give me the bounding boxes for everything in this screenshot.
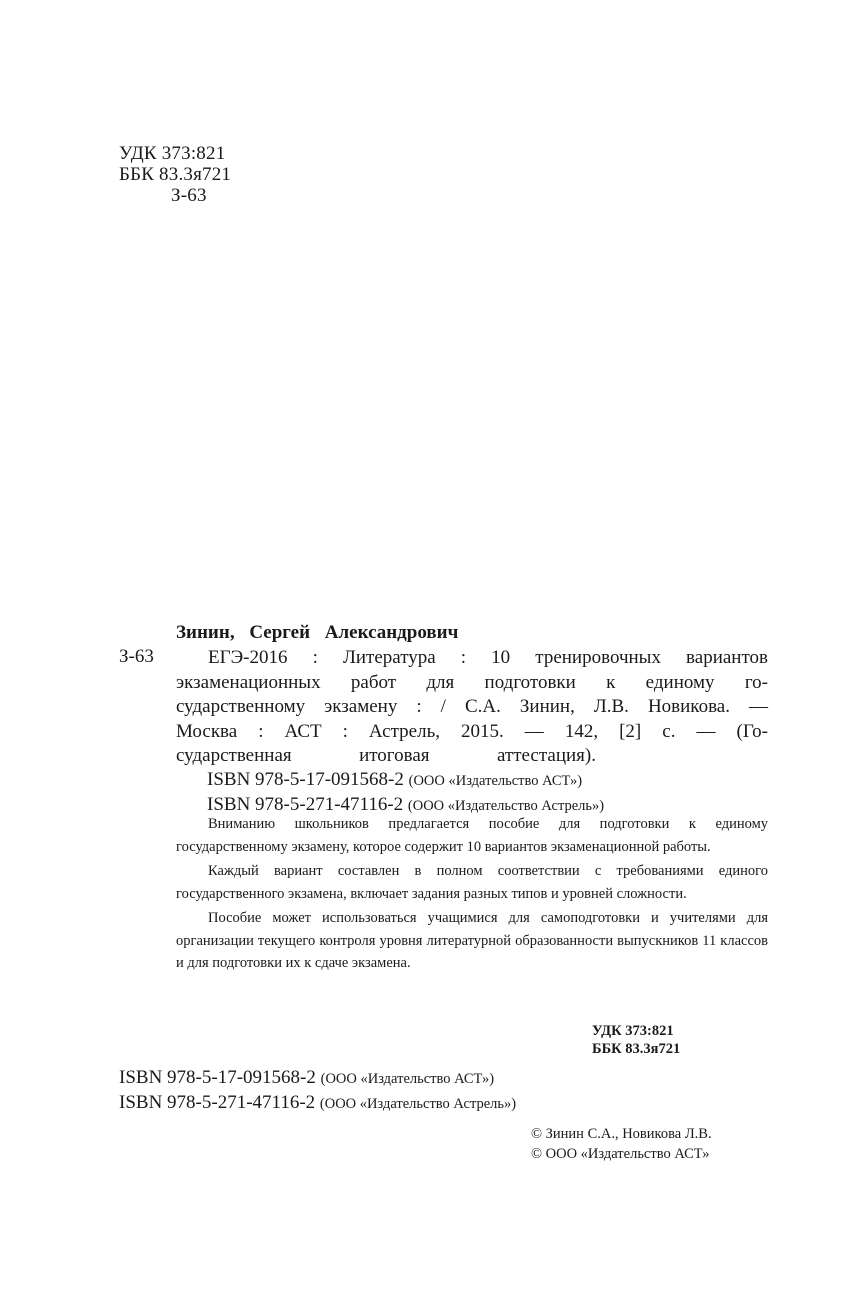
catalog-classification-codes bbox=[592, 1022, 680, 1058]
isbn-number: ISBN 978-5-17-091568-2 bbox=[207, 769, 404, 790]
catalog-description bbox=[176, 646, 768, 769]
isbn-publisher: (ООО «Издательство АСТ») bbox=[408, 773, 583, 789]
isbn-number: ISBN 978-5-271-47116-2 bbox=[119, 1092, 316, 1113]
catalog-author: Зинин, Сергей Александрович bbox=[176, 622, 459, 643]
bottom-isbn-list bbox=[119, 1066, 516, 1116]
annotation-paragraph: Каждый вариант составлен в полном соответствии с требованиями единого государственного экзамена, включает задания разных типов и уровней сложности. bbox=[176, 863, 768, 902]
bbk-code: ББК 83.3я721 bbox=[592, 1041, 681, 1057]
catalog-line: экзаменационных работ для подготовки к единому го- bbox=[176, 671, 768, 693]
udk-code: УДК 373:821 bbox=[119, 143, 226, 164]
udk-code: УДК 373:821 bbox=[592, 1023, 674, 1039]
annotation-paragraph: Вниманию школьников предлагается пособие для подготовки к единому государственному экзамену, которое содержит 10 вариантов экзаменационной работы. bbox=[176, 816, 768, 855]
copyright-block bbox=[531, 1124, 712, 1164]
isbn-number: ISBN 978-5-271-47116-2 bbox=[207, 794, 404, 815]
bottom-isbn-row bbox=[119, 1091, 516, 1116]
copyright-line: © ООО «Издательство АСТ» bbox=[531, 1146, 710, 1162]
catalog-author-mark: З-63 bbox=[119, 646, 154, 667]
catalog-isbn-row bbox=[207, 768, 604, 793]
copyright-line: © Зинин С.А., Новикова Л.В. bbox=[531, 1126, 712, 1142]
catalog-line: Москва : АСТ : Астрель, 2015. — 142, [2] с. — (Го- bbox=[176, 720, 768, 742]
bottom-isbn-row bbox=[119, 1066, 516, 1091]
bbk-code: ББК 83.3я721 bbox=[119, 164, 232, 185]
isbn-number: ISBN 978-5-17-091568-2 bbox=[119, 1067, 316, 1088]
isbn-publisher: (ООО «Издательство Астрель») bbox=[319, 1096, 517, 1112]
top-classification-codes bbox=[119, 143, 231, 206]
catalog-line: сударственному экзамену : / С.А. Зинин, Л.В. Новикова. — bbox=[176, 696, 768, 717]
catalog-line: ЕГЭ-2016 : Литература : 10 тренировочных вариантов bbox=[208, 647, 768, 668]
catalog-isbn-list bbox=[207, 768, 604, 818]
catalog-annotation bbox=[176, 813, 768, 977]
author-mark: З-63 bbox=[171, 185, 207, 206]
isbn-publisher: (ООО «Издательство АСТ») bbox=[320, 1071, 495, 1087]
isbn-publisher: (ООО «Издательство Астрель») bbox=[407, 798, 605, 814]
catalog-line: сударственная итоговая аттестация). bbox=[176, 745, 596, 766]
annotation-paragraph: Пособие может использоваться учащимися для самоподготовки и учителями для организации текущего контроля уровня литературной образованности выпускников 11 классов и для подготовки их к сдаче экзамена. bbox=[176, 910, 768, 971]
